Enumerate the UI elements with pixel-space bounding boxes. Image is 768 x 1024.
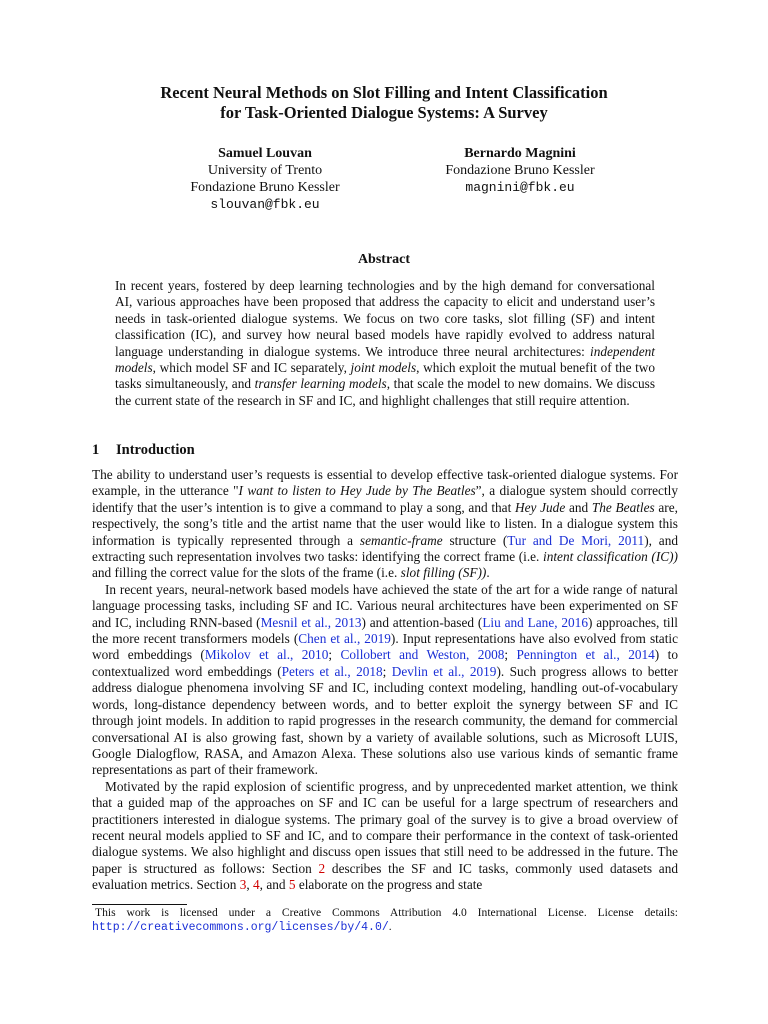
text-fragment: elaborate on the progress and state [295, 877, 483, 893]
citation-link[interactable]: Mesnil et al., 2013 [260, 614, 362, 630]
section-title: Introduction [116, 442, 195, 458]
author-name: Bernardo Magnini [464, 146, 576, 161]
section-ref-link[interactable]: 4 [253, 877, 260, 893]
footnote-rule [92, 904, 187, 905]
text-fragment: ) and attention-based ( [361, 614, 483, 630]
text-fragment: , [246, 877, 254, 893]
title-line-2: for Task-Oriented Dialogue Systems: A Survey [220, 103, 548, 122]
author-block-2 [415, 145, 625, 196]
paragraph-2 [92, 582, 678, 779]
author-name: Samuel Louvan [218, 146, 312, 161]
license-url-link[interactable]: http://creativecommons.org/licenses/by/4.0/ [92, 921, 389, 935]
text-fragment: , and [259, 877, 289, 893]
text-fragment: ) approaches, till the more recent transformers models ( [92, 614, 678, 647]
text-fragment: The ability to understand user’s requests is essential to develop effective task-oriented dialogue systems. For example, in the utterance " [92, 467, 678, 499]
author-affiliation: Fondazione Bruno Kessler [190, 180, 340, 195]
author-email: slouvan@fbk.eu [210, 197, 320, 212]
abstract-text [115, 278, 655, 409]
abstract-fragment: In recent years, fostered by deep learning technologies and by the high demand for conversational AI, various approaches have been proposed that address the capacity to elicit and understand user’s needs in task-oriented dialogue systems. We focus on two core tasks, slot filling (SF) and intent classification (IC), and survey how neural based models have rapidly evolved to address natural language understanding in dialogue systems. We introduce three neural architectures: [115, 278, 655, 359]
emphasis: I want to listen to Hey Jude by The Beatles [238, 483, 476, 499]
citation-link[interactable]: Pennington et al., 2014 [516, 647, 655, 663]
introduction-body [92, 467, 678, 894]
paragraph-1 [92, 467, 678, 582]
text-fragment: ”, a dialogue system should correctly identify that the user’s intention is to give a command to play a song, and that [92, 483, 678, 515]
emphasis: intent classification (IC)) [543, 549, 678, 565]
text-fragment: ; [328, 647, 341, 663]
paper-title [0, 83, 768, 123]
text-fragment: describes the SF and IC tasks, commonly used datasets and evaluation metrics. Section [92, 860, 678, 893]
section-ref-link[interactable]: 3 [239, 877, 247, 893]
text-fragment: Motivated by the rapid explosion of scientific progress, and by unprecedented market attention, we think that a guided map of the approaches on SF and IC can be useful for a large spectrum of researchers and practitioners interested in dialogue systems. The primary goal of the survey is to give a broad overview of recent neural models applied to SF and IC, and to compare their performance in the context of task-oriented dialogue systems. We also highlight and discuss open issues that still need to be addressed in the future. The paper is structured as follows: Section [92, 778, 678, 876]
abstract-fragment: , which model SF and IC separately, [152, 360, 351, 376]
paragraph-3 [92, 779, 678, 894]
abstract-heading: Abstract [357, 252, 411, 267]
citation-link[interactable]: Chen et al., 2019 [298, 631, 391, 647]
emphasis: Hey Jude [515, 499, 566, 515]
section-number: 1 [92, 442, 100, 458]
section-ref-link[interactable]: 5 [288, 877, 296, 893]
text-fragment: ). Input representations have also evolved from static word embeddings ( [92, 631, 678, 663]
author-affiliation: University of Trento [207, 163, 323, 178]
text-fragment: ), and extracting such representation involves two tasks: identifying the correct frame (i.e. [92, 532, 678, 565]
citation-link[interactable]: Tur and De Mori, 2011 [507, 532, 645, 548]
citation-link[interactable]: Liu and Lane, 2016 [482, 614, 588, 630]
emphasis: The Beatles [591, 499, 655, 515]
abstract-emphasis: joint models [350, 360, 417, 376]
text-fragment: ; [382, 663, 392, 679]
citation-link[interactable]: Peters et al., 2018 [281, 663, 383, 679]
emphasis: semantic-frame [359, 532, 443, 548]
text-fragment: In recent years, neural-network based models have achieved the state of the art for a wide range of natural language processing tasks, including SF and IC. Various neural architectures have been experimented on SF and IC, including RNN-based ( [92, 581, 678, 630]
citation-link[interactable]: Mikolov et al., 2010 [204, 647, 329, 663]
text-fragment: . [486, 565, 490, 581]
text-fragment: are, respectively, the song’s title and the artist name that the user would like to listen. In a dialogue system this information is typically represented through a [92, 499, 678, 548]
section-ref-link[interactable]: 2 [318, 860, 326, 876]
citation-link[interactable]: Devlin et al., 2019 [391, 663, 497, 679]
text-fragment: and [565, 499, 592, 515]
author-email: magnini@fbk.eu [465, 180, 575, 195]
section-heading-introduction [92, 441, 195, 459]
text-fragment: ; [504, 647, 517, 663]
abstract-emphasis: transfer learning models [254, 376, 387, 392]
text-fragment: ) to contextualized word embeddings ( [92, 647, 678, 679]
citation-link[interactable]: Collobert and Weston, 2008 [340, 647, 505, 663]
author-affiliation: Fondazione Bruno Kessler [445, 163, 595, 178]
text-fragment: ). Such progress allows to better address dialogue phenomena involving SF and IC, including context modeling, handling out-of-vocabulary words, long-distance dependency between words, and to better exploit the synergy between SF and IC through joint models. In addition to rapid progresses in the research community, the demand for commercial conversational AI is also growing fast, shown by a variety of available solutions, such as Microsoft LUIS, Google Dialogflow, RASA, and Amazon Alexa. These solutions also use various kinds of semantic frame representations as part of their framework. [92, 663, 678, 778]
abstract-fragment: , which exploit the mutual benefit of the two tasks simultaneously, and [115, 360, 656, 392]
abstract-emphasis: independent models [115, 343, 655, 376]
footnote-text: This work is licensed under a Creative Commons Attribution 4.0 International License. License details: [95, 906, 678, 919]
text-fragment: and filling the correct value for the slots of the frame (i.e. [92, 565, 401, 581]
title-line-1: Recent Neural Methods on Slot Filling and Intent Classification [160, 83, 608, 102]
abstract-fragment: , that scale the model to new domains. We discuss the current state of the research in SF and IC, and highlight challenges that still require attention. [115, 376, 655, 408]
footnote-end: . [388, 920, 392, 934]
emphasis: slot filling (SF)) [400, 565, 487, 581]
license-footnote [92, 906, 678, 935]
author-block-1 [160, 145, 370, 213]
text-fragment: structure ( [442, 532, 508, 548]
